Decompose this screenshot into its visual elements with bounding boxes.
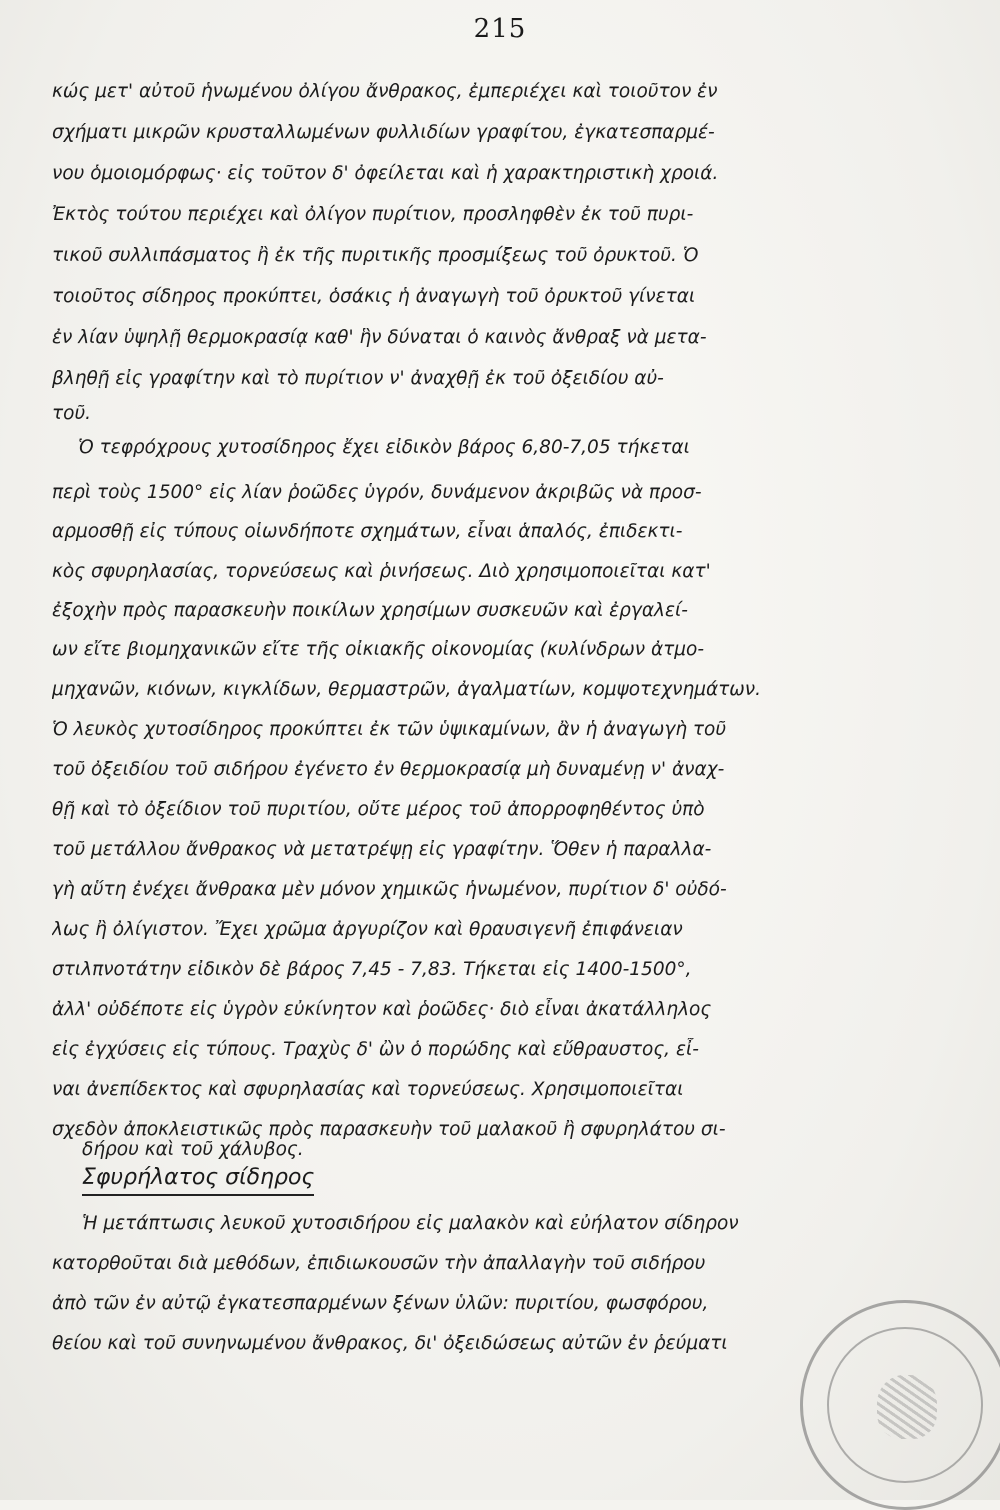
text-line: ων εἴτε βιομηχανικῶν εἴτε τῆς οἰκιακῆς οἰκονομίας (κυλίνδρων ἀτμο-	[52, 639, 705, 660]
text-line: θείου καὶ τοῦ συνηνωμένου ἄνθρακος, δι' ὀξειδώσεως αὐτῶν ἐν ῥεύματι	[52, 1333, 728, 1354]
text-line: τοῦ.	[52, 403, 92, 424]
text-line: νου ὁμοιομόρφως· εἰς τοῦτον δ' ὀφείλεται καὶ ἡ χαρακτηριστικὴ χροιά.	[52, 163, 719, 184]
text-line: μηχανῶν, κιόνων, κιγκλίδων, θερμαστρῶν, ἀγαλματίων, κομψοτεχνημάτων.	[52, 679, 762, 700]
text-line: αρμοσθῇ εἰς τύπους οἱωνδήποτε σχημάτων, εἶναι ἁπαλός, ἐπιδεκτι-	[52, 521, 683, 542]
text-line: ἐξοχὴν πρὸς παρασκευὴν ποικίλων χρησίμων συσκευῶν καὶ ἐργαλεί-	[52, 600, 688, 621]
text-line: κώς μετ' αὐτοῦ ἡνωμένου ὀλίγου ἄνθρακος, ἐμπεριέχει καὶ τοιοῦτον ἐν	[52, 81, 718, 102]
text-line: Ἐκτὸς τούτου περιέχει καὶ ὀλίγον πυρίτιον, προσληφθὲν ἐκ τοῦ πυρι-	[52, 204, 694, 225]
text-line: στιλπνοτάτην εἰδικὸν δὲ βάρος 7,45 - 7,83. Τήκεται εἰς 1400-1500°,	[52, 959, 692, 980]
text-line: Ὁ τεφρόχρους χυτοσίδηρος ἔχει εἰδικὸν βάρος 6,80-7,05 τήκεται	[78, 437, 690, 458]
text-line: τοῦ μετάλλου ἄνθρακος νὰ μετατρέψῃ εἰς γραφίτην. Ὅθεν ἡ παραλλα-	[52, 839, 712, 860]
text-line: κὸς σφυρηλασίας, τορνεύσεως καὶ ῥινήσεως. Διὸ χρησιμοποιεῖται κατ'	[52, 561, 711, 582]
text-line: τοιοῦτος σίδηρος προκύπτει, ὁσάκις ἡ ἀναγωγὴ τοῦ ὀρυκτοῦ γίνεται	[52, 286, 696, 307]
text-line: τικοῦ συλλιπάσματος ἢ ἐκ τῆς πυριτικῆς προσμίξεως τοῦ ὀρυκτοῦ. Ὁ	[52, 245, 699, 266]
text-line: βληθῇ εἰς γραφίτην καὶ τὸ πυρίτιον ν' ἀναχθῇ ἐκ τοῦ ὀξειδίου αὐ-	[52, 368, 664, 389]
stamp-emblem-icon	[877, 1375, 937, 1439]
text-line: Ἡ μετάπτωσις λευκοῦ χυτοσιδήρου εἰς μαλακὸν καὶ εὐήλατον σίδηρον	[82, 1213, 739, 1234]
text-line: εἰς ἐγχύσεις εἰς τύπους. Τραχὺς δ' ὢν ὁ πορώδης καὶ εὔθραυστος, εἶ-	[52, 1039, 699, 1060]
text-line: ἐν λίαν ὑψηλῇ θερμοκρασίᾳ καθ' ἣν δύναται ὁ καινὸς ἄνθραξ νὰ μετα-	[52, 327, 707, 348]
text-line: ἀπὸ τῶν ἐν αὐτῷ ἐγκατεσπαρμένων ξένων ὑλῶν: πυριτίου, φωσφόρου,	[52, 1293, 709, 1314]
text-line: κατορθοῦται διὰ μεθόδων, ἐπιδιωκουσῶν τὴν ἀπαλλαγὴν τοῦ σιδήρου	[52, 1253, 706, 1274]
text-line: Ὁ λευκὸς χυτοσίδηρος προκύπτει ἐκ τῶν ὑψικαμίνων, ἂν ἡ ἀναγωγὴ τοῦ	[52, 719, 727, 740]
stamp-inner-ring	[827, 1327, 983, 1483]
text-line: τοῦ ὀξειδίου τοῦ σιδήρου ἐγένετο ἐν θερμοκρασίᾳ μὴ δυναμένῃ ν' ἀναχ-	[52, 759, 725, 780]
text-line: γὴ αὕτη ἐνέχει ἄνθρακα μὲν μόνον χημικῶς ἡνωμένον, πυρίτιον δ' οὐδό-	[52, 879, 727, 900]
text-line: σχήματι μικρῶν κρυσταλλωμένων φυλλιδίων γραφίτου, ἐγκατεσπαρμέ-	[52, 122, 715, 143]
section-heading: Σφυρήλατος σίδηρος	[82, 1164, 314, 1196]
page-number: 215	[473, 14, 527, 44]
text-line: σχεδὸν ἀποκλειστικῶς πρὸς παρασκευὴν τοῦ μαλακοῦ ἢ σφυρηλάτου σι-	[52, 1119, 726, 1140]
library-stamp	[800, 1300, 1000, 1510]
text-line: ἀλλ' οὐδέποτε εἰς ὑγρὸν εὐκίνητον καὶ ῥοῶδες· διὸ εἶναι ἀκατάλληλος	[52, 999, 712, 1020]
text-line: λως ἢ ὀλίγιστον. Ἔχει χρῶμα ἀργυρίζον καὶ θραυσιγενῆ ἐπιφάνειαν	[52, 919, 683, 940]
text-line: δήρου καὶ τοῦ χάλυβος.	[82, 1139, 304, 1160]
text-line: ναι ἀνεπίδεκτος καὶ σφυρηλασίας καὶ τορνεύσεως. Χρησιμοποιεῖται	[52, 1079, 684, 1100]
text-line: θῇ καὶ τὸ ὀξείδιον τοῦ πυριτίου, οὔτε μέρος τοῦ ἀπορροφηθέντος ὑπὸ	[52, 799, 705, 820]
text-line: περὶ τοὺς 1500° εἰς λίαν ῥοῶδες ὑγρόν, δυνάμενον ἀκριβῶς νὰ προσ-	[52, 482, 702, 503]
